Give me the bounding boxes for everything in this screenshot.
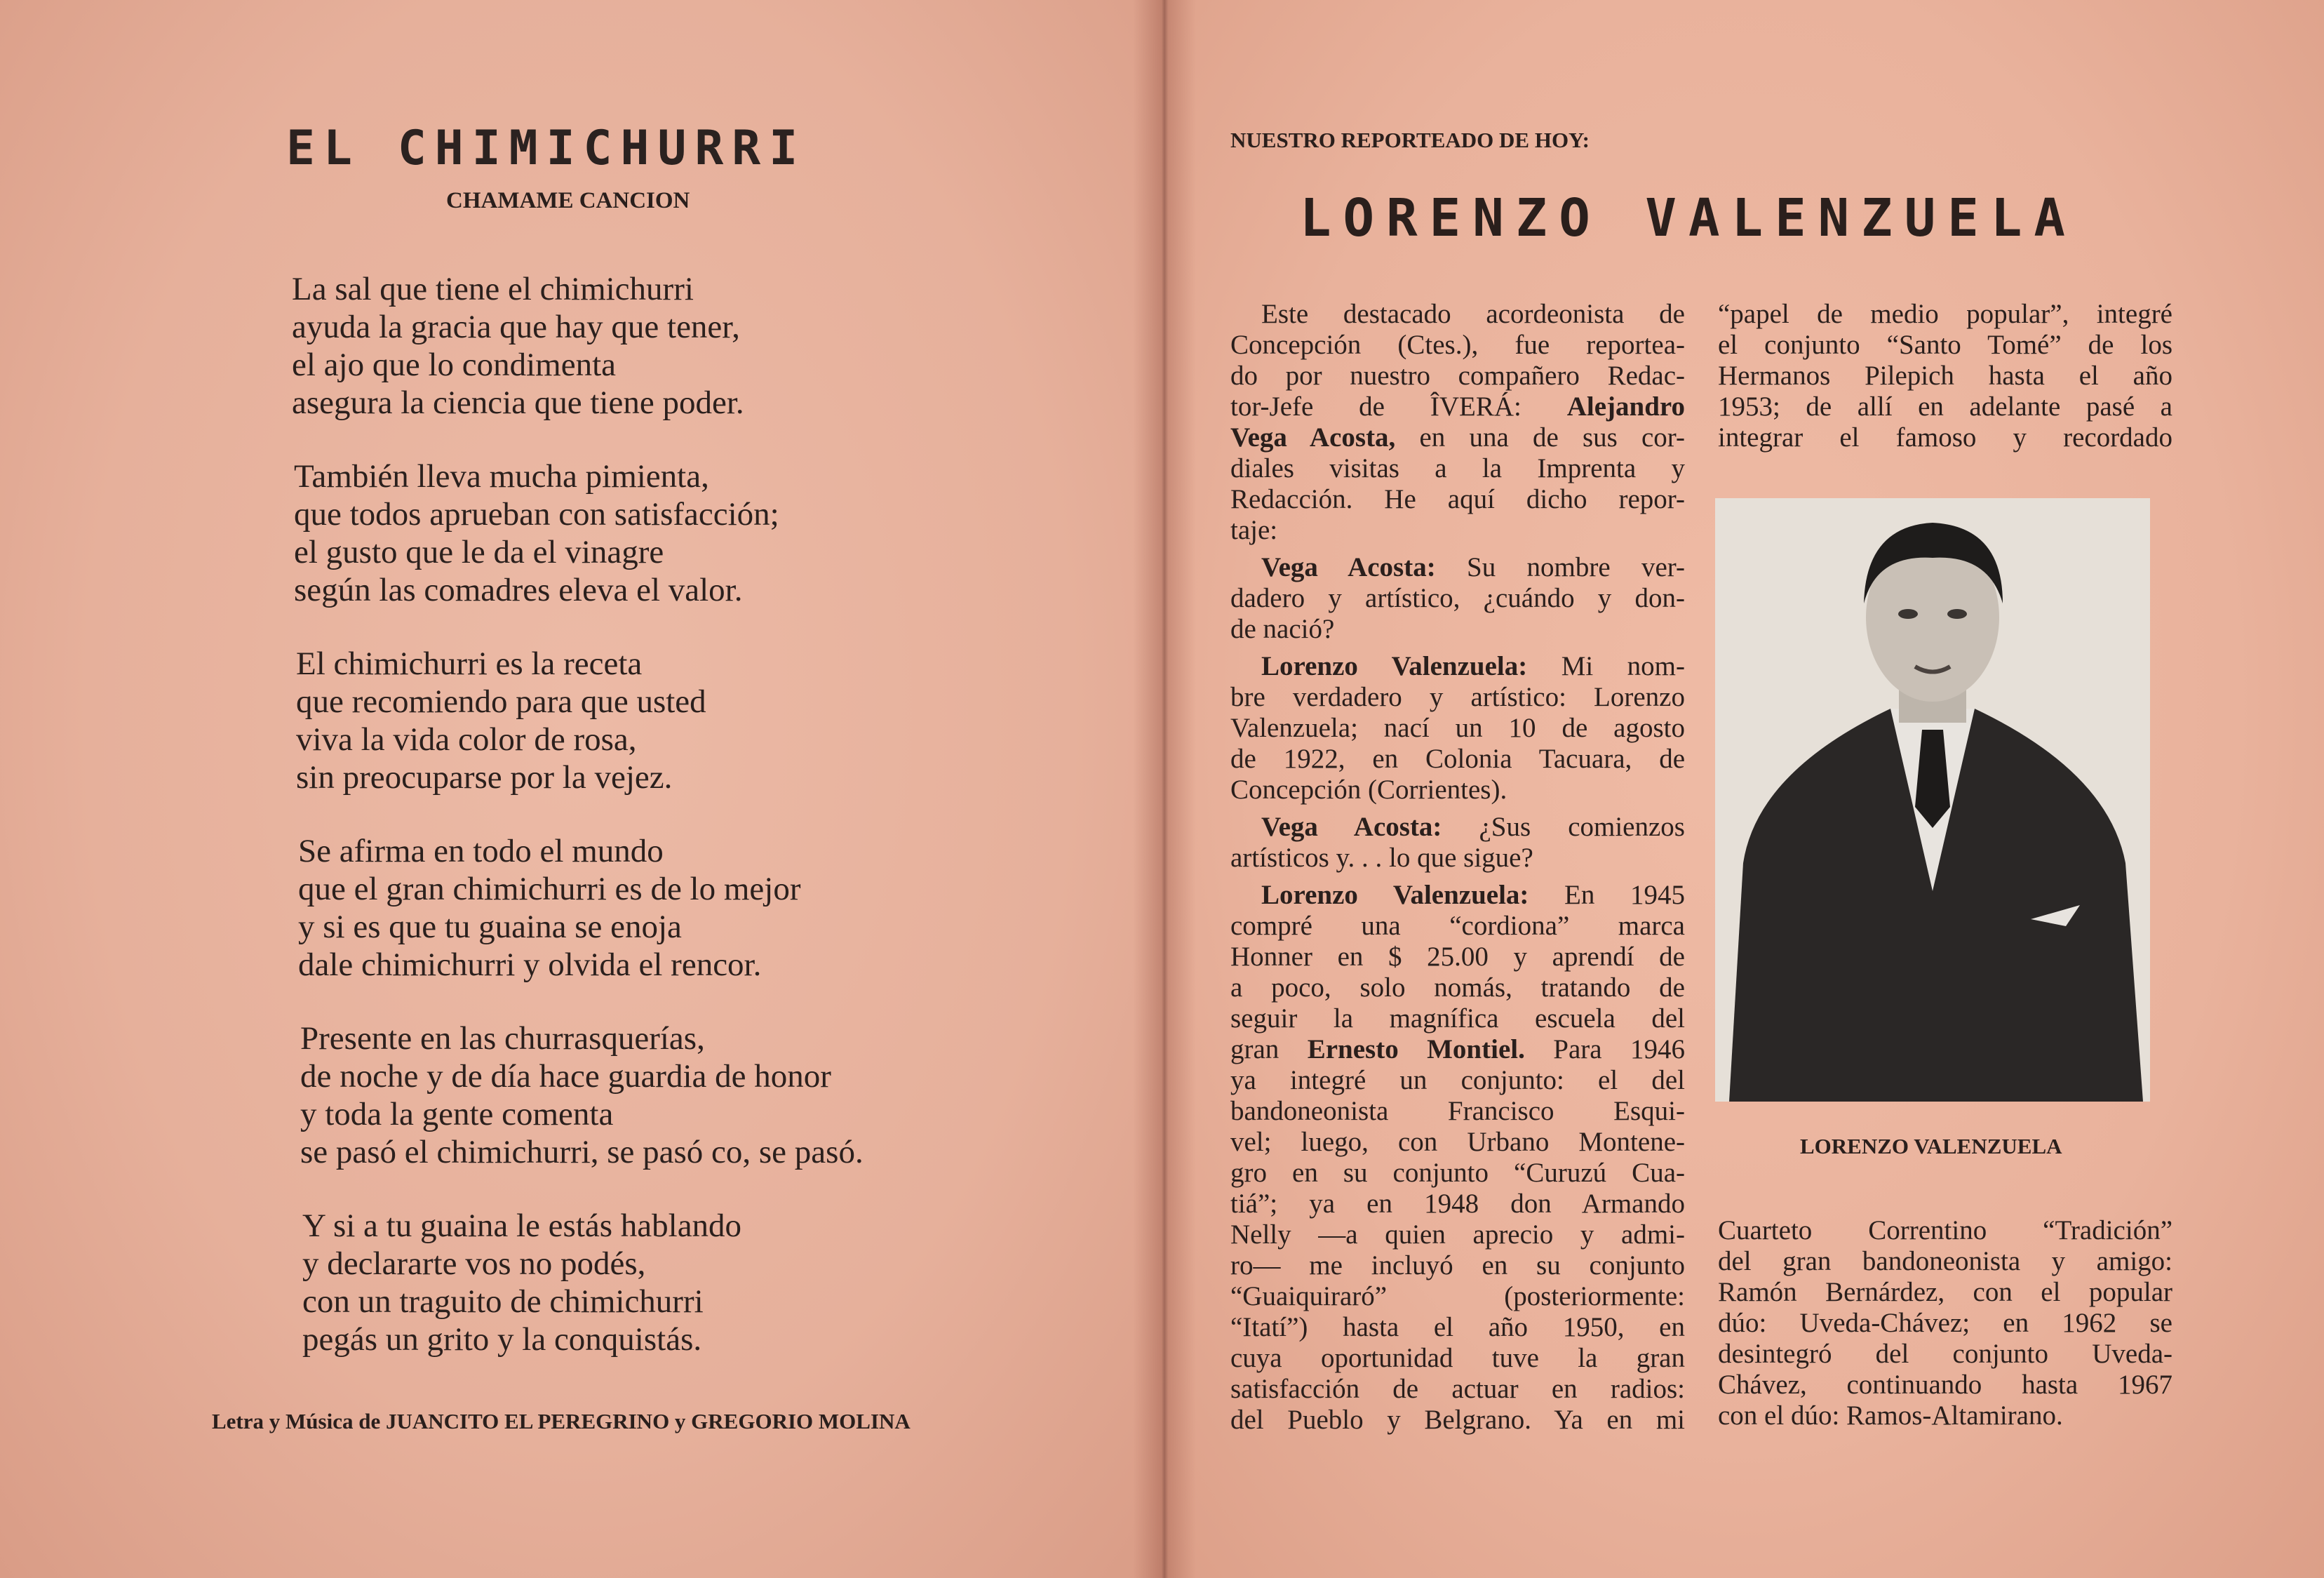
- article-text: taje:: [1230, 515, 1278, 545]
- article-text: Valenzuela; nací un 10 de agosto: [1230, 713, 1685, 743]
- article-line: [1230, 744, 1685, 775]
- poem-line: ayuda la gracia que hay que tener,: [292, 309, 740, 345]
- article-line: [1230, 1250, 1685, 1281]
- speaker-name: Alejandro: [1566, 392, 1685, 422]
- article-line: [1230, 1219, 1685, 1250]
- article-line: [1718, 330, 2172, 361]
- section-kicker: NUESTRO REPORTEADO DE HOY:: [1230, 128, 1590, 152]
- article-text: de nació?: [1230, 614, 1335, 644]
- article-text: a poco, solo nomás, tratando de: [1230, 972, 1685, 1003]
- article-line: [1230, 880, 1685, 911]
- article-line: [1230, 361, 1685, 392]
- poem-line: el ajo que lo condimenta: [292, 347, 617, 383]
- article-text: dadero y artístico, ¿cuándo y don-: [1230, 583, 1685, 613]
- article-text: cuya oportunidad tuve la gran: [1230, 1343, 1685, 1373]
- speaker-name: Vega Acosta:: [1261, 552, 1436, 582]
- article-text: Este destacado acordeonista de: [1261, 299, 1685, 329]
- article-line: [1230, 453, 1685, 484]
- article-line: [1718, 392, 2172, 422]
- article-text: gro en su conjunto “Curuzú Cua-: [1230, 1158, 1685, 1188]
- article-text: Ramón Bernárdez, con el popular: [1718, 1277, 2172, 1307]
- article-line: [1230, 843, 1685, 874]
- article-text: do por nuestro compañero Redac-: [1230, 361, 1685, 391]
- article-line: [1230, 484, 1685, 515]
- article-line: [1230, 1189, 1685, 1219]
- article-text: del gran bandoneonista y amigo:: [1718, 1246, 2172, 1276]
- article-text: vel; luego, con Urbano Montene-: [1230, 1127, 1685, 1157]
- article-text: de 1922, en Colonia Tacuara, de: [1230, 744, 1685, 774]
- article-text: Concepción (Ctes.), fue reportea-: [1230, 330, 1685, 360]
- article-line: [1230, 552, 1685, 583]
- article-line: [1718, 422, 2172, 453]
- article-text: diales visitas a la Imprenta y: [1230, 453, 1685, 483]
- article-title: LORENZO VALENZUELA: [1300, 188, 2077, 248]
- article-line: [1230, 1281, 1685, 1312]
- poem-line: asegura la ciencia que tiene poder.: [292, 385, 744, 421]
- portrait-man-icon: [1715, 498, 2150, 1102]
- article-text: ro— me incluyó en su conjunto: [1230, 1250, 1685, 1281]
- article-line: [1718, 299, 2172, 330]
- article-line: [1230, 1034, 1685, 1065]
- poem-line: dale chimichurri y olvida el rencor.: [298, 947, 762, 983]
- article-line: [1718, 1308, 2172, 1339]
- article-line: [1230, 299, 1685, 330]
- article-line: [1230, 1065, 1685, 1096]
- article-text: el conjunto “Santo Tomé” de los: [1718, 330, 2172, 360]
- poem-subtitle: CHAMAME CANCION: [446, 188, 690, 213]
- article-line: [1718, 1246, 2172, 1277]
- poem-credit: Letra y Música de JUANCITO EL PEREGRINO y GREGORIO MOLINA: [212, 1409, 911, 1433]
- article-text: ya integré un conjunto: el del: [1230, 1065, 1685, 1095]
- article-line: [1230, 1312, 1685, 1343]
- article-text: bre verdadero y artístico: Lorenzo: [1230, 682, 1685, 712]
- article-line: [1230, 392, 1685, 422]
- article-line: [1230, 1374, 1685, 1405]
- article-text: satisfacción de actuar en radios:: [1230, 1374, 1685, 1404]
- article-line: [1718, 1277, 2172, 1308]
- article-line: [1230, 775, 1685, 805]
- article-line: [1230, 583, 1685, 614]
- poem-line: pegás un grito y la conquistás.: [302, 1321, 702, 1358]
- article-line: [1230, 1003, 1685, 1034]
- article-line: [1230, 515, 1685, 546]
- article-text: tiá”; ya en 1948 don Armando: [1230, 1189, 1685, 1219]
- speaker-name: Vega Acosta,: [1230, 422, 1396, 453]
- article-text: ¿Sus comienzos: [1442, 812, 1685, 842]
- article-text: Nelly —a quien aprecio y admi-: [1230, 1219, 1685, 1250]
- article-line: [1718, 1370, 2172, 1400]
- article-line: [1230, 1096, 1685, 1127]
- poem-title: EL CHIMICHURRI: [286, 121, 807, 176]
- article-text: gran: [1230, 1034, 1308, 1064]
- article-line: [1718, 1339, 2172, 1370]
- left-page: [0, 0, 1161, 1578]
- article-column-right-top: [1718, 299, 2172, 453]
- article-line: [1230, 911, 1685, 942]
- poem-line: El chimichurri es la receta: [296, 646, 643, 682]
- article-line: [1718, 361, 2172, 392]
- poem-line: y declararte vos no podés,: [302, 1245, 646, 1282]
- photo-caption: LORENZO VALENZUELA: [1800, 1134, 2062, 1158]
- article-text: Redacción. He aquí dicho repor-: [1230, 484, 1685, 514]
- article-line: [1230, 422, 1685, 453]
- article-text: “Itatí”) hasta el año 1950, en: [1230, 1312, 1685, 1342]
- article-text: Cuarteto Correntino “Tradición”: [1718, 1215, 2172, 1245]
- poem-line: Se afirma en todo el mundo: [298, 833, 664, 869]
- article-text: seguir la magnífica escuela del: [1230, 1003, 1685, 1034]
- article-line: [1230, 614, 1685, 645]
- poem-line: de noche y de día hace guardia de honor: [300, 1058, 831, 1095]
- article-text: Concepción (Corrientes).: [1230, 775, 1507, 805]
- poem-line: que recomiendo para que usted: [296, 683, 706, 720]
- article-text: en una de sus cor-: [1395, 422, 1685, 453]
- poem-line: y toda la gente comenta: [300, 1096, 614, 1132]
- poem-line: viva la vida color de rosa,: [296, 721, 637, 758]
- article-text: Honner en $ 25.00 y aprendí de: [1230, 942, 1685, 972]
- article-line: [1230, 1405, 1685, 1436]
- poem-line: Y si a tu guaina le estás hablando: [302, 1208, 742, 1244]
- article-line: [1230, 1127, 1685, 1158]
- poem-line: También lleva mucha pimienta,: [294, 458, 709, 495]
- article-line: [1230, 330, 1685, 361]
- article-line: [1230, 682, 1685, 713]
- speaker-name: Lorenzo Valenzuela:: [1261, 651, 1528, 681]
- poem-line: que el gran chimichurri es de lo mejor: [298, 871, 801, 907]
- poem-line: que todos aprueban con satisfacción;: [294, 496, 779, 533]
- poem-line: sin preocuparse por la vejez.: [296, 759, 673, 796]
- article-text: compré una “cordiona” marca: [1230, 911, 1685, 941]
- article-text: desintegró del conjunto Uveda-: [1718, 1339, 2172, 1369]
- article-text: 1953; de allí en adelante pasé a: [1718, 392, 2172, 422]
- article-text: con el dúo: Ramos-Altamirano.: [1718, 1400, 2063, 1431]
- article-column-left: [1230, 299, 1685, 1436]
- article-text: Hermanos Pilepich hasta el año: [1718, 361, 2172, 391]
- article-text: artísticos y. . . lo que sigue?: [1230, 843, 1533, 873]
- article-line: [1230, 942, 1685, 972]
- article-text: bandoneonista Francisco Esqui-: [1230, 1096, 1685, 1126]
- poem-line: según las comadres eleva el valor.: [294, 572, 743, 608]
- book-gutter: [1133, 0, 1196, 1578]
- article-text: del Pueblo y Belgrano. Ya en mi: [1230, 1405, 1685, 1435]
- article-line: [1230, 1158, 1685, 1189]
- article-text: integrar el famoso y recordado: [1718, 422, 2172, 453]
- article-text: Para 1946: [1524, 1034, 1685, 1064]
- article-line: [1230, 972, 1685, 1003]
- article-text: “Guaiquiraró” (posteriormente:: [1230, 1281, 1685, 1311]
- poem-line: Presente en las churrasquerías,: [300, 1020, 705, 1057]
- article-line: [1230, 1343, 1685, 1374]
- poem-line: se pasó el chimichurri, se pasó co, se pasó.: [300, 1134, 864, 1170]
- article-text: Mi nom-: [1527, 651, 1686, 681]
- article-line: [1230, 713, 1685, 744]
- speaker-name: Vega Acosta:: [1261, 812, 1442, 842]
- speaker-name: Ernesto Montiel.: [1307, 1034, 1525, 1064]
- poem-line: y si es que tu guaina se enoja: [298, 909, 682, 945]
- article-text: Chávez, continuando hasta 1967: [1718, 1370, 2172, 1400]
- article-line: [1718, 1215, 2172, 1246]
- poem-line: La sal que tiene el chimichurri: [292, 271, 694, 307]
- poem-line: con un traguito de chimichurri: [302, 1283, 704, 1320]
- article-text: “papel de medio popular”, integré: [1718, 299, 2172, 329]
- article-line: [1230, 812, 1685, 843]
- speaker-name: Lorenzo Valenzuela:: [1261, 880, 1529, 910]
- article-text: Su nombre ver-: [1435, 552, 1686, 582]
- article-text: dúo: Uveda-Chávez; en 1962 se: [1718, 1308, 2172, 1338]
- article-line: [1230, 651, 1685, 682]
- article-column-right-bottom: [1718, 1215, 2172, 1431]
- article-text: En 1945: [1529, 880, 1686, 910]
- portrait-photo: [1715, 498, 2150, 1102]
- article-line: [1718, 1400, 2172, 1431]
- article-text: tor-Jefe de ÎVERÁ:: [1230, 392, 1567, 422]
- poem-line: el gusto que le da el vinagre: [294, 534, 664, 570]
